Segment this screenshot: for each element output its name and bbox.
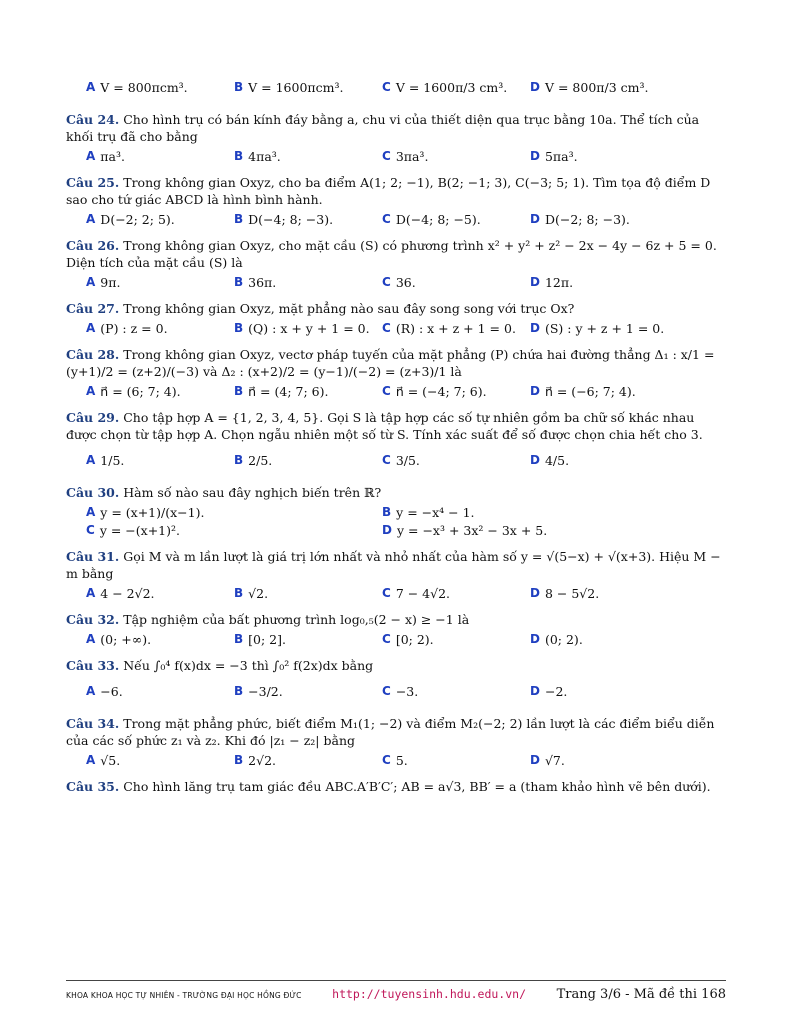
answer-option[interactable] <box>382 630 530 648</box>
answer-options <box>66 584 726 602</box>
answer-option[interactable] <box>234 210 382 228</box>
option-label: C <box>382 274 391 289</box>
option-label: D <box>530 148 540 163</box>
option-text: √2. <box>248 585 269 601</box>
question-number: Câu 31. <box>66 549 120 564</box>
answer-option[interactable] <box>86 382 234 400</box>
question-stem: Tập nghiệm của bất phương trình log₀,₅(2 − x) ≥ −1 là <box>123 612 470 627</box>
option-text: y = (x+1)/(x−1). <box>100 504 205 520</box>
option-text: n⃗ = (−4; 7; 6). <box>395 383 487 399</box>
option-text: 5. <box>395 752 408 768</box>
question-stem: Nếu ∫₀⁴ f(x)dx = −3 thì ∫₀² f(2x)dx bằng <box>123 658 374 673</box>
answer-option[interactable] <box>382 676 530 706</box>
option-label: B <box>234 274 244 289</box>
question-number: Câu 25. <box>66 175 120 190</box>
answer-option[interactable] <box>530 751 678 769</box>
answer-option[interactable] <box>234 445 382 475</box>
answer-option[interactable] <box>382 503 678 521</box>
option-text: D(−4; 8; −3). <box>248 211 334 227</box>
option-label: A <box>86 631 96 646</box>
option-text: V = 800πcm³. <box>100 79 188 95</box>
question-block <box>66 346 726 400</box>
option-text: 36π. <box>248 274 277 290</box>
option-label: A <box>86 504 96 519</box>
option-label: D <box>530 320 540 335</box>
footer-school: KHOA KHOA HỌC TỰ NHIÊN - TRƯỜNG ĐẠI HỌC HỒNG ĐỨC <box>66 991 302 1000</box>
answer-option[interactable] <box>530 147 678 165</box>
answer-option[interactable] <box>382 382 530 400</box>
option-text: (0; 2). <box>544 631 583 647</box>
footer-url-link[interactable]: http://tuyensinh.hdu.edu.vn/ <box>332 987 527 1001</box>
option-label: B <box>234 79 244 94</box>
answer-option[interactable] <box>86 147 234 165</box>
option-label: A <box>86 585 96 600</box>
option-text: n⃗ = (6; 7; 4). <box>100 383 181 399</box>
option-text: −2. <box>544 683 568 699</box>
option-label: A <box>86 752 96 767</box>
option-text: (0; +∞). <box>100 631 152 647</box>
answer-option[interactable] <box>382 210 530 228</box>
answer-option[interactable] <box>530 273 678 291</box>
answer-option[interactable] <box>86 584 234 602</box>
option-label: A <box>86 320 96 335</box>
option-label: B <box>234 383 244 398</box>
option-text: 4πa³. <box>248 148 281 164</box>
option-text: y = −(x+1)². <box>99 522 180 538</box>
option-label: D <box>530 274 540 289</box>
question-stem: Trong không gian Oxyz, mặt phẳng nào sau đây song song với trục Ox? <box>123 301 575 316</box>
option-text: 7 − 4√2. <box>395 585 451 601</box>
answer-option[interactable] <box>530 584 678 602</box>
answer-option[interactable] <box>234 382 382 400</box>
option-text: 4/5. <box>544 452 570 468</box>
answer-options <box>66 503 726 539</box>
answer-options <box>66 445 726 475</box>
option-label: B <box>234 683 244 698</box>
option-text: [0; 2). <box>395 631 434 647</box>
option-text: −6. <box>100 683 123 699</box>
option-text: −3. <box>395 683 419 699</box>
option-label: D <box>530 79 540 94</box>
option-label: C <box>382 79 391 94</box>
question-number: Câu 34. <box>66 716 120 731</box>
option-text: D(−4; 8; −5). <box>395 211 481 227</box>
answer-option[interactable] <box>86 72 234 102</box>
option-text: n⃗ = (−6; 7; 4). <box>544 383 636 399</box>
option-text: (P) : z = 0. <box>100 320 168 336</box>
question-number: Câu 29. <box>66 410 120 425</box>
option-text: D(−2; 2; 5). <box>100 211 175 227</box>
answer-option[interactable] <box>234 676 382 706</box>
option-text: 12π. <box>544 274 574 290</box>
question-number: Câu 32. <box>66 612 120 627</box>
option-label: D <box>530 211 540 226</box>
question-block <box>66 715 726 769</box>
answer-option[interactable] <box>530 72 678 102</box>
option-label: A <box>86 683 96 698</box>
option-label: C <box>382 752 391 767</box>
option-text: 3πa³. <box>395 148 429 164</box>
answer-option[interactable] <box>86 503 382 521</box>
option-text: V = 1600πcm³. <box>248 79 344 95</box>
question-number: Câu 35. <box>66 779 120 794</box>
option-text: 9π. <box>100 274 121 290</box>
question-block <box>66 72 726 102</box>
answer-option[interactable] <box>530 319 678 337</box>
answer-option[interactable] <box>530 210 678 228</box>
option-text: 36. <box>395 274 416 290</box>
question-number: Câu 27. <box>66 301 120 316</box>
option-text: V = 1600π/3 cm³. <box>395 79 508 95</box>
option-label: A <box>86 211 96 226</box>
question-stem: Trong mặt phẳng phức, biết điểm M₁(1; −2) và điểm M₂(−2; 2) lần lượt là các điểm biểu diễn của các số phức z₁ và z₂. Khi đó |z₁ − z₂| bằng <box>66 716 715 748</box>
question-stem: Cho hình lăng trụ tam giác đều ABC.A′B′C′; AB = a√3, BB′ = a (tham khảo hình vẽ bên dưới). <box>123 779 711 794</box>
question-stem: Trong không gian Oxyz, cho mặt cầu (S) có phương trình x² + y² + z² − 2x − 4y − 6z + 5 = 0. Diện tích của mặt cầu (S) là <box>66 238 717 270</box>
answer-options <box>66 751 726 769</box>
option-text: 2/5. <box>248 452 273 468</box>
option-text: 2√2. <box>248 752 277 768</box>
answer-option[interactable] <box>86 676 234 706</box>
answer-option[interactable] <box>530 445 678 475</box>
question-block <box>66 611 726 648</box>
answer-option[interactable] <box>382 147 530 165</box>
question-number: Câu 30. <box>66 485 120 500</box>
option-label: B <box>234 631 244 646</box>
option-label: A <box>86 79 96 94</box>
option-label: C <box>382 320 391 335</box>
option-label: C <box>382 683 391 698</box>
option-label: C <box>86 522 95 537</box>
answer-option[interactable] <box>382 751 530 769</box>
option-label: B <box>234 211 244 226</box>
option-label: C <box>382 383 391 398</box>
option-text: √7. <box>544 752 565 768</box>
question-block <box>66 657 726 706</box>
exam-page <box>66 70 726 804</box>
answer-options <box>66 273 726 291</box>
option-label: C <box>382 631 391 646</box>
answer-option[interactable] <box>382 319 530 337</box>
option-text: √5. <box>100 752 121 768</box>
question-number: Câu 33. <box>66 658 120 673</box>
question-block <box>66 778 726 795</box>
answer-option[interactable] <box>234 751 382 769</box>
option-label: D <box>530 383 540 398</box>
answer-option[interactable] <box>86 445 234 475</box>
answer-option[interactable] <box>86 210 234 228</box>
option-label: C <box>382 148 391 163</box>
option-label: D <box>530 752 540 767</box>
option-text: (Q) : x + y + 1 = 0. <box>248 320 370 336</box>
question-number: Câu 26. <box>66 238 120 253</box>
answer-option[interactable] <box>382 521 678 539</box>
question-stem: Gọi M và m lần lượt là giá trị lớn nhất và nhỏ nhất của hàm số y = √(5−x) + √(x+3). Hiệu M − m bằng <box>66 549 721 581</box>
answer-options <box>66 676 726 706</box>
question-stem: Trong không gian Oxyz, cho ba điểm A(1; 2; −1), B(2; −1; 3), C(−3; 5; 1). Tìm tọa độ điểm D sao cho tứ giác ABCD là hình bình hành. <box>66 175 711 207</box>
option-label: D <box>382 522 392 537</box>
answer-option[interactable] <box>234 584 382 602</box>
option-text: n⃗ = (4; 7; 6). <box>248 383 329 399</box>
option-label: C <box>382 211 391 226</box>
option-label: B <box>234 452 244 467</box>
answer-option[interactable] <box>530 630 678 648</box>
option-label: D <box>530 683 540 698</box>
option-text: 1/5. <box>100 452 125 468</box>
question-block <box>66 237 726 291</box>
question-stem: Cho hình trụ có bán kính đáy bằng a, chu vi của thiết diện qua trục bằng 10a. Thể tích của khối trụ đã cho bằng <box>66 112 700 144</box>
option-label: D <box>530 585 540 600</box>
question-stem: Trong không gian Oxyz, vectơ pháp tuyến của mặt phẳng (P) chứa hai đường thẳng Δ₁ : x/1 = (y+1)/2 = (z+2)/(−3) và Δ₂ : (x+2)/2 = (y−1)/(−2) = (z+3)/1 là <box>66 347 715 379</box>
option-text: 8 − 5√2. <box>544 585 600 601</box>
answer-option[interactable] <box>234 147 382 165</box>
option-label: A <box>86 274 96 289</box>
answer-option[interactable] <box>234 273 382 291</box>
answer-option[interactable] <box>382 72 530 102</box>
option-text: 3/5. <box>395 452 420 468</box>
option-text: y = −x⁴ − 1. <box>396 504 475 520</box>
answer-option[interactable] <box>86 521 382 539</box>
option-text: 5πa³. <box>544 148 578 164</box>
question-stem: Cho tập hợp A = {1, 2, 3, 4, 5}. Gọi S là tập hợp các số tự nhiên gồm ba chữ số khác nhau được chọn từ tập hợp A. Chọn ngẫu nhiên một số từ S. Tính xác suất để số được chọn chia hết cho 3. <box>66 410 703 442</box>
option-text: (R) : x + z + 1 = 0. <box>395 320 516 336</box>
answer-option[interactable] <box>86 630 234 648</box>
option-label: C <box>382 452 391 467</box>
answer-option[interactable] <box>530 676 678 706</box>
option-text: 4 − 2√2. <box>100 585 155 601</box>
answer-options <box>66 319 726 337</box>
option-text: V = 800π/3 cm³. <box>544 79 649 95</box>
question-block <box>66 548 726 602</box>
question-block <box>66 409 726 475</box>
answer-option[interactable] <box>234 630 382 648</box>
option-text: πa³. <box>100 148 125 164</box>
option-label: A <box>86 383 96 398</box>
option-label: B <box>234 320 244 335</box>
answer-options <box>66 210 726 228</box>
answer-option[interactable] <box>382 584 530 602</box>
question-block <box>66 484 726 539</box>
answer-option[interactable] <box>382 445 530 475</box>
option-label: A <box>86 148 96 163</box>
option-label: C <box>382 585 391 600</box>
option-text: −3/2. <box>248 683 283 699</box>
answer-options <box>66 72 726 102</box>
option-text: [0; 2]. <box>248 631 286 647</box>
answer-options <box>66 147 726 165</box>
answer-option[interactable] <box>234 72 382 102</box>
option-label: B <box>382 504 392 519</box>
answer-option[interactable] <box>382 273 530 291</box>
footer-page-number: Trang 3/6 - Mã đề thi 168 <box>556 987 726 1002</box>
page-footer <box>66 980 726 1002</box>
question-block <box>66 111 726 165</box>
question-stem: Hàm số nào sau đây nghịch biến trên ℝ? <box>123 485 382 500</box>
answer-option[interactable] <box>234 319 382 337</box>
answer-option[interactable] <box>530 382 678 400</box>
answer-option[interactable] <box>86 319 234 337</box>
option-label: B <box>234 585 244 600</box>
option-label: D <box>530 631 540 646</box>
question-number: Câu 24. <box>66 112 120 127</box>
answer-options <box>66 382 726 400</box>
question-number: Câu 28. <box>66 347 120 362</box>
option-text: (S) : y + z + 1 = 0. <box>544 320 665 336</box>
option-label: B <box>234 752 244 767</box>
question-block <box>66 300 726 337</box>
option-label: A <box>86 452 96 467</box>
option-label: B <box>234 148 244 163</box>
option-text: D(−2; 8; −3). <box>544 211 630 227</box>
answer-options <box>66 630 726 648</box>
option-text: y = −x³ + 3x² − 3x + 5. <box>396 522 548 538</box>
answer-option[interactable] <box>86 751 234 769</box>
answer-option[interactable] <box>86 273 234 291</box>
question-block <box>66 174 726 228</box>
option-label: D <box>530 452 540 467</box>
